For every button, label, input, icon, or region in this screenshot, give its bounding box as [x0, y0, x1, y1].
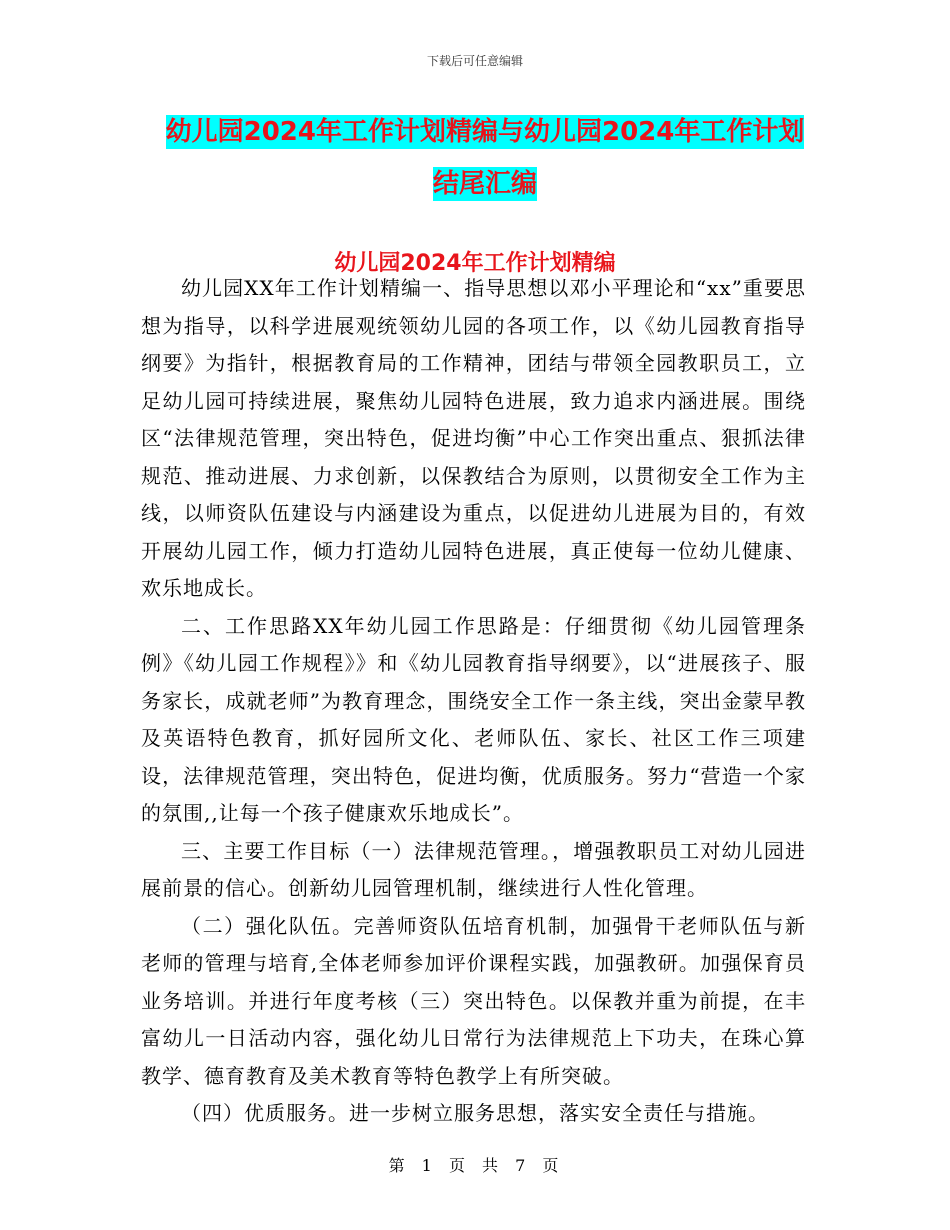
document-title: [160, 106, 810, 210]
page-number: 第 1 页 共 7 页: [388, 1156, 562, 1175]
paragraph-3: 三、主要工作目标（一）法律规范管理。，增强教职员工对幼儿园进展前景的信心。创新幼儿园管理机制，继续进行人性化管理。: [141, 838, 806, 900]
section-title: 幼儿园2024年工作计划精编: [334, 251, 616, 276]
paragraph-2: 二、工作思路XX年幼儿园工作思路是：仔细贯彻《幼儿园管理条例》《幼儿园工作规程》》和《幼儿园教育指导纲要》，以“进展孩子、服务家长，成就老师”为教育理念，围绕安全工作一条主线，突出金蒙早教及英语特色教育，抓好园所文化、老师队伍、家长、社区工作三项建设，法律规范管理，突出特色，促进均衡，优质服务。努力“营造一个家的氛围,,让每一个孩子健康欢乐地成长”。: [141, 613, 806, 825]
document-body: [141, 270, 806, 1133]
paragraph-1: 幼儿园XX年工作计划精编一、指导思想以邓小平理论和“xx”重要思想为指导，以科学进展观统领幼儿园的各项工作，以《幼儿园教育指导纲要》为指针，根据教育局的工作精神，团结与带领全园教职员工，立足幼儿园可持续进展，聚焦幼儿园特色进展，致力追求内涵进展。围绕区“法律规范管理，突出特色，促进均衡”中心工作突出重点、狠抓法律规范、推动进展、力求创新，以保教结合为原则，以贯彻安全工作为主线，以师资队伍建设与内涵建设为重点，以促进幼儿进展为目的，有效开展幼儿园工作，倾力打造幼儿园特色进展，真正使每一位幼儿健康、欢乐地成长。: [141, 276, 806, 600]
paragraph-4: （二）强化队伍。完善师资队伍培育机制，加强骨干老师队伍与新老师的管理与培育,全体老师参加评价课程实践，加强教研。加强保育员业务培训。并进行年度考核（三）突出特色。以保教并重为前提，在丰富幼儿一日活动内容，强化幼儿日常行为法律规范上下功夫，在珠心算教学、德育教育及美术教育等特色教学上有所突破。: [141, 913, 806, 1088]
paragraph-5: （四）优质服务。进一步树立服务思想，落实安全责任与措施。: [181, 1101, 769, 1125]
document-title-text: 幼儿园2024年工作计划精编与幼儿园2024年工作计划结尾汇编: [165, 117, 805, 199]
page-header-note: 下载后可任意编辑: [426, 54, 523, 68]
